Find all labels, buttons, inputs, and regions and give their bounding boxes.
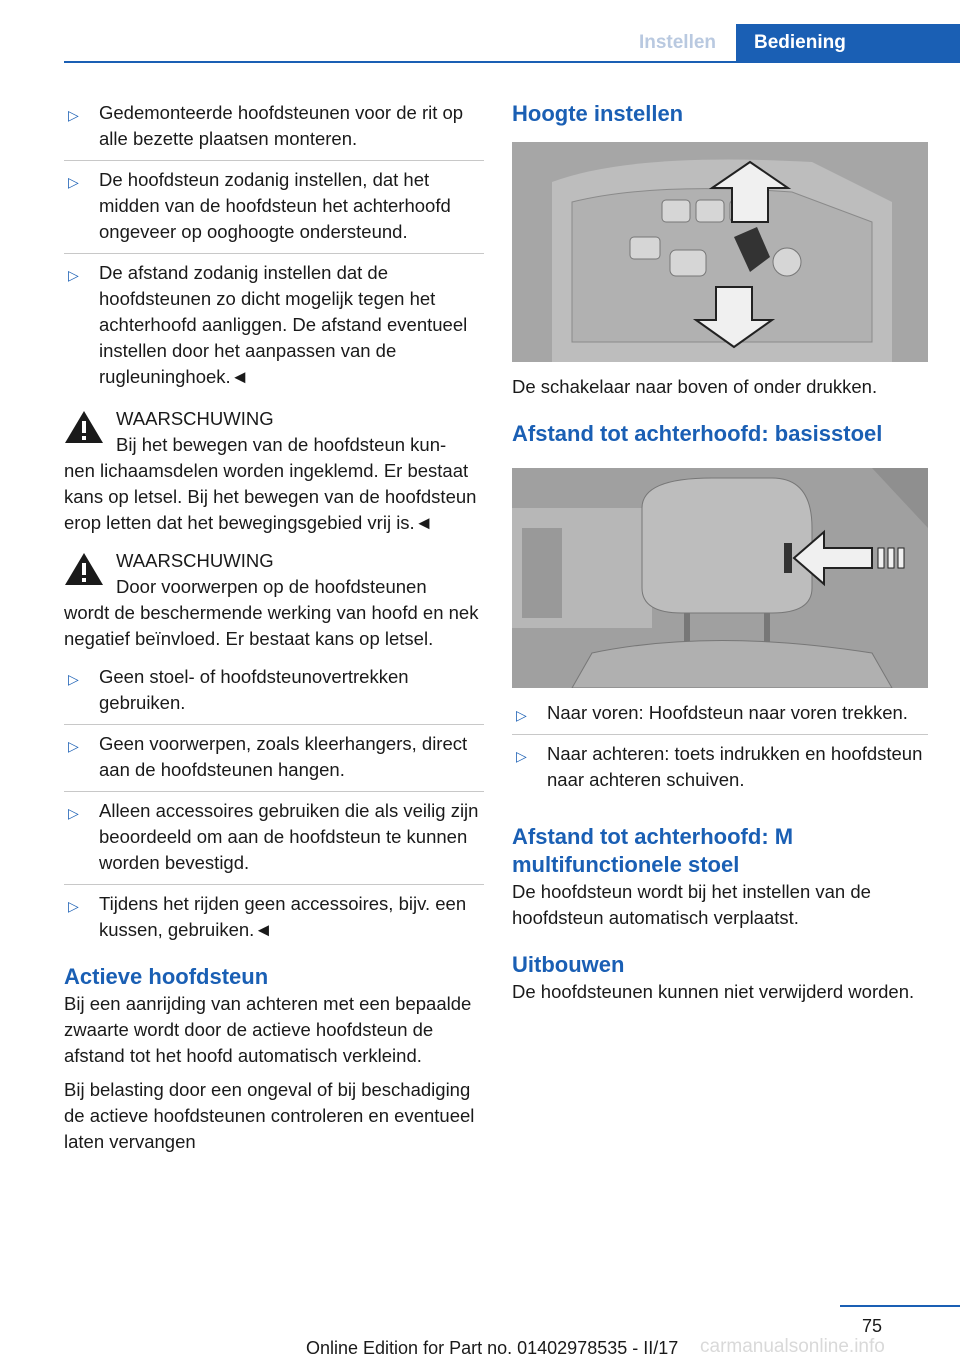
list-item: ▷ Geen voorwerpen, zoals kleerhangers, direct aan de hoofdsteunen hangen. <box>64 731 484 792</box>
paragraph: De hoofdsteun wordt bij het instellen van de hoofdsteun automatisch verplaatst. <box>512 881 871 928</box>
page-number: 75 <box>862 1316 883 1336</box>
list-item: ▷ De afstand zodanig instellen dat de hoofdsteunen zo dicht mogelijk tegen het achterhoofd aanliggen. De afstand eventueel instellen door het aanpassen van de rugleuninghoek.◄ <box>68 262 468 387</box>
warning-text-first: Door voorwerpen op de hoofdsteunen <box>116 576 427 597</box>
list-item: ▷ Tijdens het rijden geen accessoires, bijv. een kussen, gebruiken.◄ <box>68 893 467 940</box>
header-tab-bediening[interactable]: Bediening <box>736 24 960 62</box>
watermark: carmanualsonline.info <box>700 1336 885 1357</box>
header-rule <box>64 61 960 63</box>
section-heading-m-seat: Afstand tot achterhoofd: M multifunctionele stoel <box>512 824 794 877</box>
paragraph: Bij een aanrijding van achteren met een bepaalde zwaarte wordt door de actieve hoofdsteun de afstand tot het hoofd automatisch verkleind. <box>64 993 472 1066</box>
edition-text: Online Edition for Part no. 01402978535 - II/17 <box>306 1338 679 1358</box>
triangle-bullet-icon: ▷ <box>68 805 79 821</box>
section-heading-remove: Uitbouwen <box>512 952 625 977</box>
paragraph: De hoofdsteunen kunnen niet verwijderd worden. <box>512 981 915 1002</box>
section-heading-basic-seat: Afstand tot achterhoofd: basisstoel <box>512 421 883 446</box>
headrest-image <box>512 468 928 688</box>
warning-block-2 <box>64 548 484 652</box>
footer-rule <box>840 1305 960 1307</box>
warning-text: nen lichaamsdelen worden ingeklemd. Er bestaat kans op letsel. Bij het bewegen van de hoofdsteun erop letten dat het bewegingsgebied vrij is.◄ <box>64 460 477 533</box>
headrest-bullets-a <box>64 100 484 398</box>
triangle-bullet-icon: ▷ <box>516 748 527 764</box>
warning-text-first: Bij het bewegen van de hoofdsteun kun- <box>116 434 447 455</box>
warning-title: WAARSCHUWING <box>116 408 274 429</box>
triangle-bullet-icon: ▷ <box>68 671 79 687</box>
triangle-bullet-icon: ▷ <box>68 174 79 190</box>
paragraph: Bij belasting door een ongeval of bij beschadiging de actieve hoofdsteunen controleren en eventueel laten vervangen <box>64 1079 475 1152</box>
section-heading-height: Hoogte instellen <box>512 101 684 126</box>
triangle-bullet-icon: ▷ <box>516 707 527 723</box>
warning-block-1 <box>64 406 484 536</box>
triangle-bullet-icon: ▷ <box>68 267 79 283</box>
headrest-illustration <box>512 468 928 688</box>
list-item: ▷ De hoofdsteun zodanig instellen, dat het midden van de hoofdsteun het achterhoofd ongeveer op ooghoogte ondersteund. <box>64 167 484 254</box>
warning-title: WAARSCHUWING <box>116 550 274 571</box>
right-column <box>512 100 928 1013</box>
seat-switch-illustration <box>512 142 928 362</box>
headrest-bullets-b <box>64 664 484 951</box>
left-column <box>64 100 484 1163</box>
triangle-bullet-icon: ▷ <box>68 738 79 754</box>
warning-icon <box>64 410 104 444</box>
warning-icon <box>64 552 104 586</box>
caption: De schakelaar naar boven of onder drukken. <box>512 376 878 397</box>
list-item: ▷ Gedemonteerde hoofdsteunen voor de rit op alle bezette plaatsen monteren. <box>64 100 484 161</box>
triangle-bullet-icon: ▷ <box>68 107 79 123</box>
warning-text: wordt de beschermende werking van hoofd en nek negatief beïnvloed. Er bestaat kans op letsel. <box>64 602 479 649</box>
header-tab-instellen[interactable]: Instellen <box>638 32 717 53</box>
list-item: ▷ Geen stoel- of hoofdsteunovertrekken gebruiken. <box>64 664 484 725</box>
list-item: ▷ Alleen accessoires gebruiken die als veilig zijn beoordeeld om aan de hoofdsteun te kunnen worden bevestigd. <box>64 798 484 885</box>
basic-seat-bullets <box>512 700 928 801</box>
seat-switch-image <box>512 142 928 362</box>
section-heading-active-headrest: Actieve hoofdsteun <box>64 964 269 989</box>
list-item: ▷ Naar achteren: toets indrukken en hoofdsteun naar achteren schuiven. <box>516 743 923 790</box>
list-item: ▷ Naar voren: Hoofdsteun naar voren trekken. <box>512 700 928 735</box>
triangle-bullet-icon: ▷ <box>68 898 79 914</box>
